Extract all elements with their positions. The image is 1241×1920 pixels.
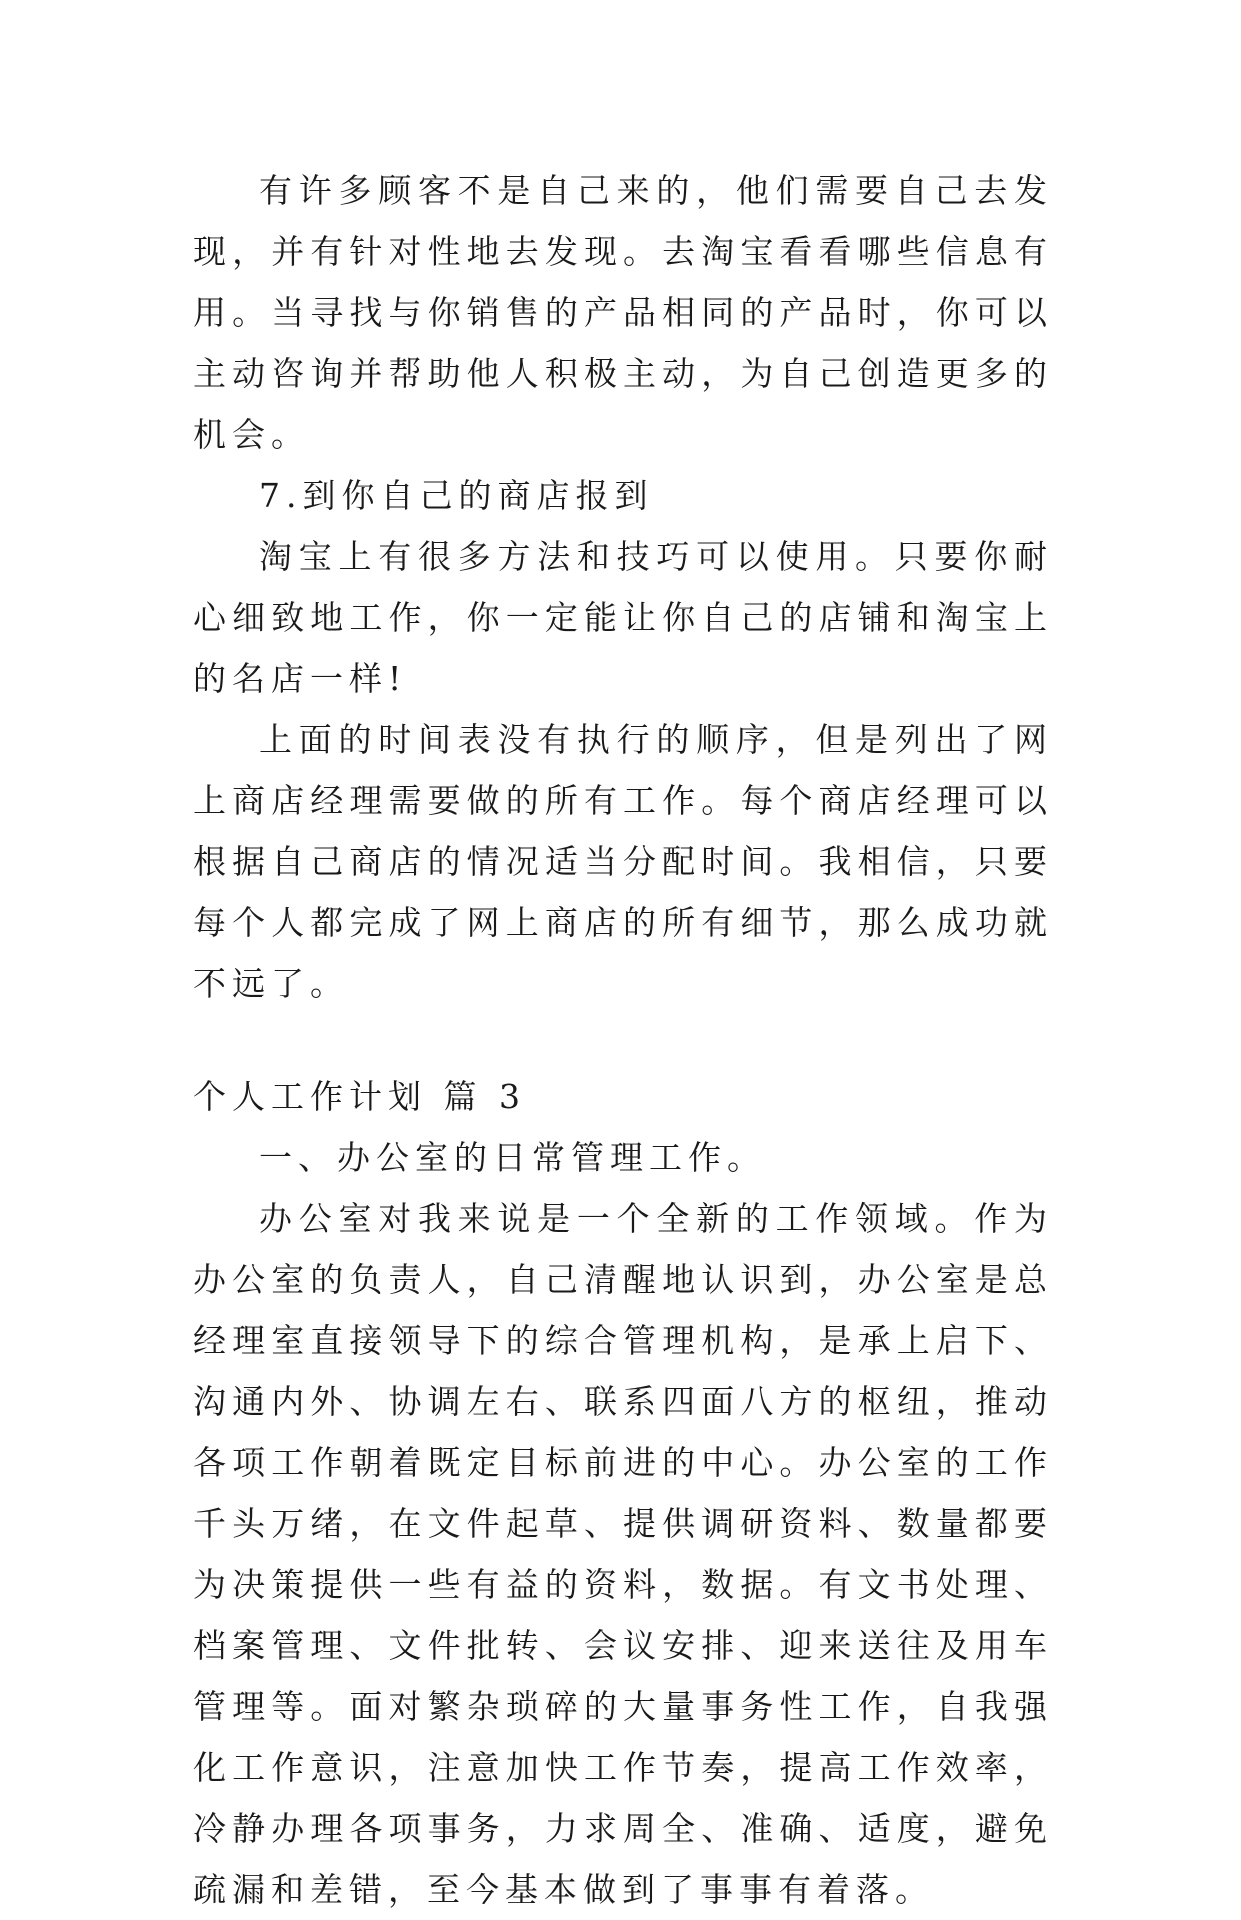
paragraph-taobao-tips: 淘宝上有很多方法和技巧可以使用。只要你耐心细致地工作，你一定能让你自己的店铺和淘宝上的名店一样! xyxy=(193,537,1053,698)
document-body xyxy=(193,160,1053,1920)
section-heading: 个人工作计划 篇 3 xyxy=(193,1077,526,1116)
paragraph-office-work: 办公室对我来说是一个全新的工作领域。作为办公室的负责人，自己清醒地认识到，办公室是总经理室直接领导下的综合管理机构，是承上启下、沟通内外、协调左右、联系四面八方的枢纽，推动各项工作朝着既定目标前进的中心。办公室的工作千头万绪，在文件起草、提供调研资料、数量都要为决策提供一些有益的资料，数据。有文书处理、档案管理、文件批转、会议安排、迎来送往及用车管理等。面对繁杂琐碎的大量事务性工作，自我强化工作意识，注意加快工作节奏，提高工作效率，冷静办理各项事务，力求周全、准确、适度，避免疏漏和差错，至今基本做到了事事有着落。 xyxy=(193,1199,1053,1909)
paragraph-customers: 有许多顾客不是自己来的，他们需要自己去发现，并有针对性地去发现。去淘宝看看哪些信息有用。当寻找与你销售的产品相同的产品时，你可以主动咨询并帮助他人积极主动，为自己创造更多的机会。 xyxy=(193,171,1053,454)
subheading-office-management: 一、办公室的日常管理工作。 xyxy=(259,1138,766,1177)
list-item-heading-7: 7.到你自己的商店报到 xyxy=(259,476,654,515)
paragraph-schedule: 上面的时间表没有执行的顺序，但是列出了网上商店经理需要做的所有工作。每个商店经理可以根据自己商店的情况适当分配时间。我相信，只要每个人都完成了网上商店的所有细节，那么成功就不远了。 xyxy=(193,720,1053,1003)
